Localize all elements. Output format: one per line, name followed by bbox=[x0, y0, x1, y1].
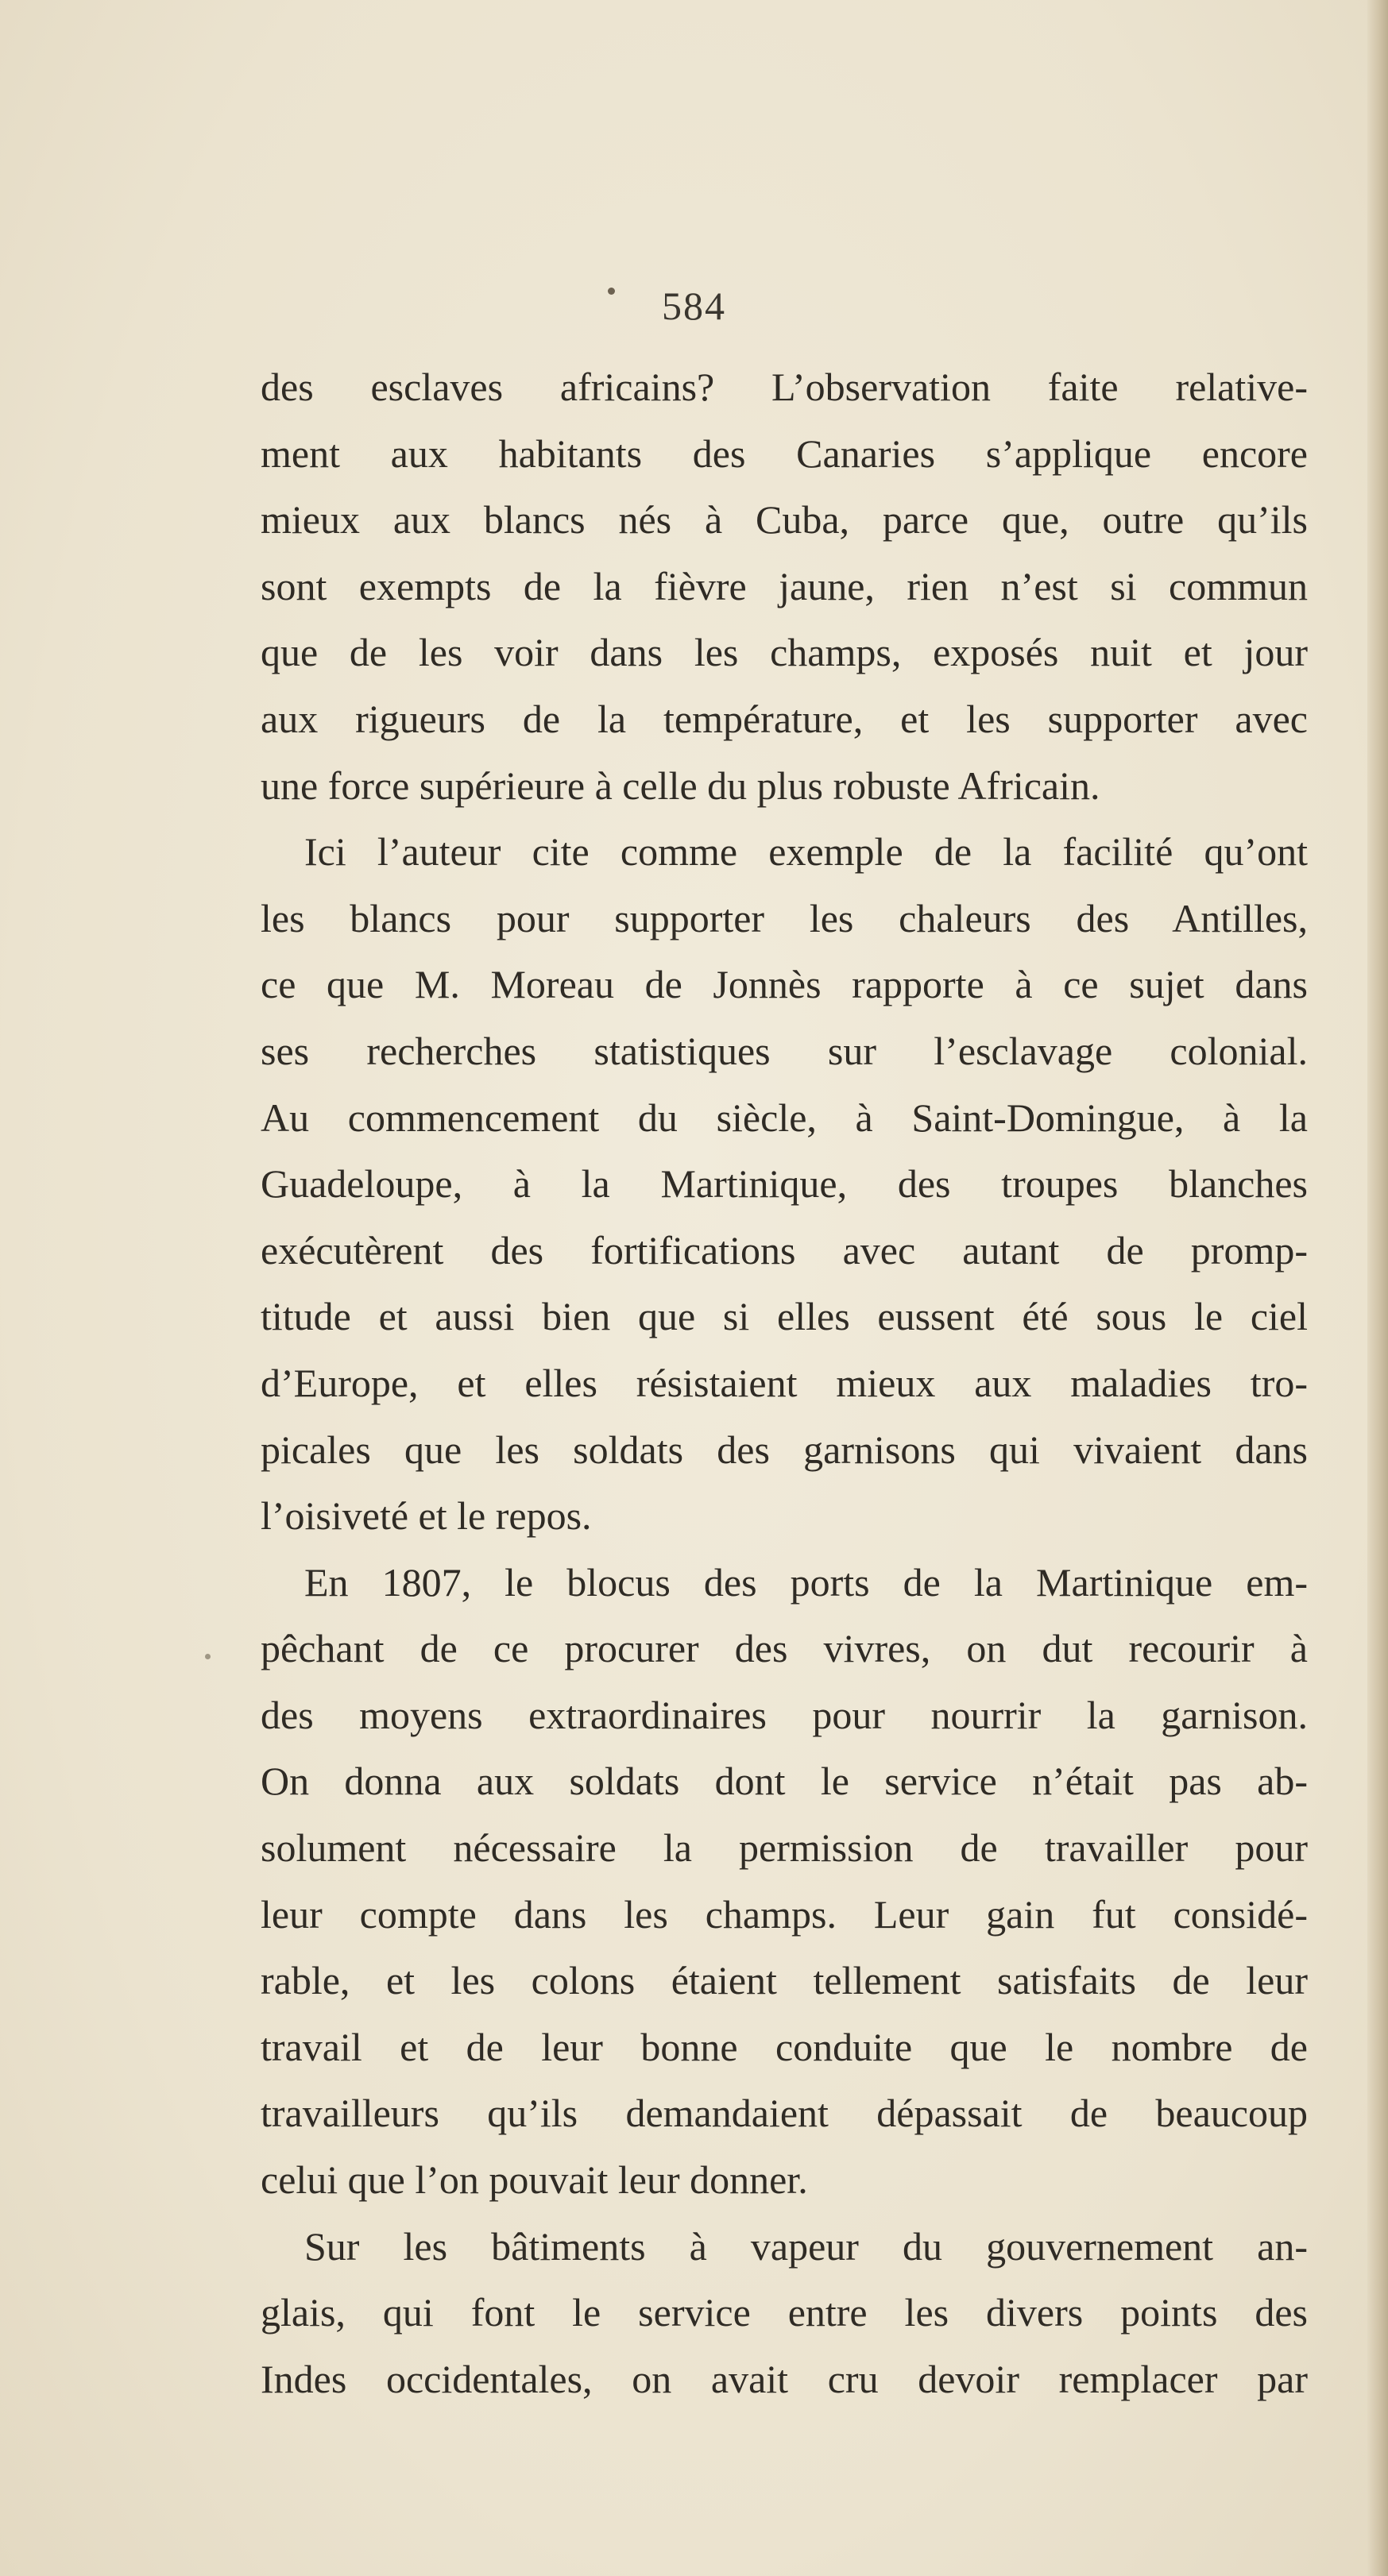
text-line: pêchant de ce procurer des vivres, on dut recourir à bbox=[261, 1626, 1308, 1671]
body-text bbox=[261, 354, 1308, 2412]
text-line: Guadeloupe, à la Martinique, des troupes blanches bbox=[261, 1161, 1308, 1207]
text-line: ce que M. Moreau de Jonnès rapporte à ce sujet dans bbox=[261, 962, 1308, 1007]
text-line: titude et aussi bien que si elles eussent été sous le ciel bbox=[261, 1294, 1308, 1339]
text-line: les blancs pour supporter les chaleurs des Antilles, bbox=[261, 895, 1308, 940]
page-number: 584 bbox=[662, 284, 726, 328]
text-line: l’oisiveté et le repos. bbox=[261, 1493, 592, 1539]
text-line: celui que l’on pouvait leur donner. bbox=[261, 2157, 808, 2203]
text-line: solument nécessaire la permission de travailler pour bbox=[261, 1825, 1308, 1871]
text-line: leur compte dans les champs. Leur gain fut considé- bbox=[261, 1891, 1308, 1937]
paragraph bbox=[261, 354, 1308, 819]
text-line: En 1807, le blocus des ports de la Martinique em- bbox=[304, 1559, 1308, 1605]
text-line: ment aux habitants des Canaries s’applique encore bbox=[261, 431, 1308, 476]
text-line: ses recherches statistiques sur l’esclavage colonial. bbox=[261, 1028, 1308, 1073]
text-line: On donna aux soldats dont le service n’était pas ab- bbox=[261, 1759, 1308, 1804]
page-gutter-shadow bbox=[1367, 0, 1388, 2576]
text-line: rable, et les colons étaient tellement satisfaits de leur bbox=[261, 1958, 1308, 2003]
text-line: travailleurs qu’ils demandaient dépassait de beaucoup bbox=[261, 2091, 1308, 2136]
text-line: sont exempts de la fièvre jaune, rien n’est si commun bbox=[261, 563, 1308, 608]
text-line: mieux aux blancs nés à Cuba, parce que, outre qu’ils bbox=[261, 497, 1308, 543]
text-line: travail et de leur bonne conduite que le nombre de bbox=[261, 2024, 1308, 2069]
text-line: picales que les soldats des garnisons qui vivaient dans bbox=[261, 1427, 1308, 1472]
text-line: exécutèrent des fortifications avec autant de promp- bbox=[261, 1227, 1308, 1273]
text-line: aux rigueurs de la température, et les supporter avec bbox=[261, 696, 1308, 741]
text-line: des esclaves africains? L’observation faite relative- bbox=[261, 365, 1308, 409]
paragraph bbox=[261, 2214, 1308, 2413]
text-line: des moyens extraordinaires pour nourrir la garnison. bbox=[261, 1692, 1308, 1737]
text-line: que de les voir dans les champs, exposés nuit et jour bbox=[261, 630, 1308, 675]
paragraph bbox=[261, 819, 1308, 1550]
ink-speck bbox=[205, 1654, 211, 1659]
text-line: Ici l’auteur cite comme exemple de la facilité qu’ont bbox=[304, 829, 1308, 875]
text-line: d’Europe, et elles résistaient mieux aux maladies tro- bbox=[261, 1360, 1308, 1405]
paragraph bbox=[261, 1550, 1308, 2214]
text-line: glais, qui font le service entre les divers points des bbox=[261, 2290, 1308, 2335]
text-line: Indes occidentales, on avait cru devoir remplacer par bbox=[261, 2356, 1308, 2401]
text-line: Sur les bâtiments à vapeur du gouvernement an- bbox=[304, 2223, 1308, 2269]
text-line: Au commencement du siècle, à Saint-Domingue, à la bbox=[261, 1095, 1308, 1140]
text-line: une force supérieure à celle du plus robuste Africain. bbox=[261, 763, 1100, 808]
